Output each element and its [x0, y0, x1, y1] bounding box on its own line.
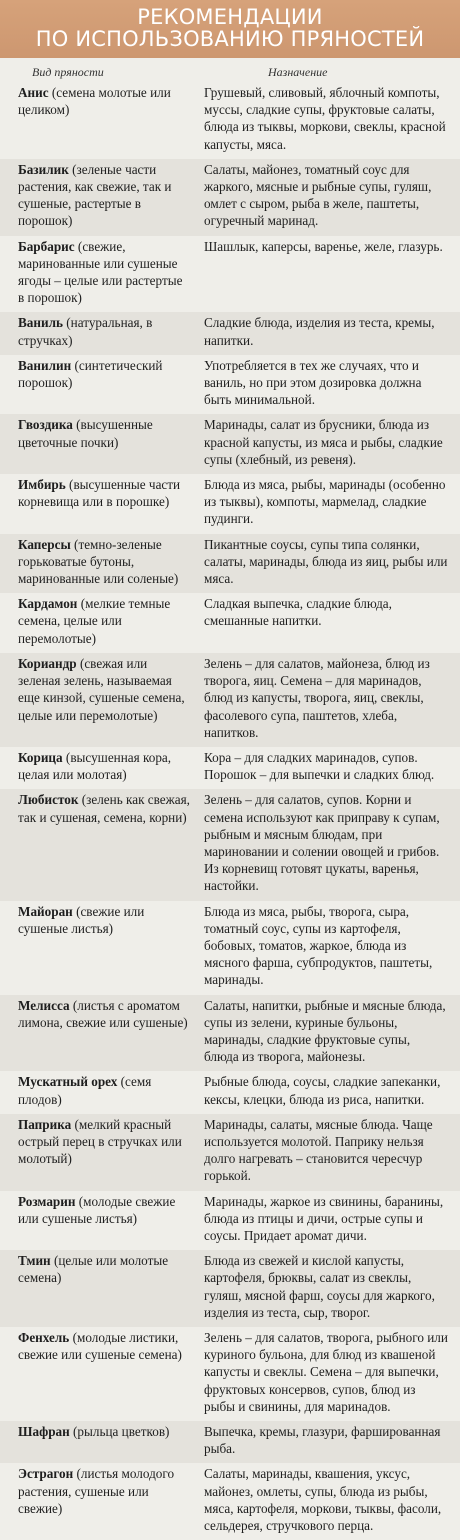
spice-cell	[0, 414, 194, 474]
spice-form: (семена молотые или целиком)	[18, 85, 171, 118]
spice-form: (высушенная кора, целая или молотая)	[18, 749, 172, 783]
table-row	[0, 159, 460, 236]
spice-purpose: Зелень – для салатов, майонеза, блюд из творога, яиц. Семена – для маринадов, блюд из капусты, творога, яиц, свеклы, фасолевого супа, паштетов, хлеба, напитков.	[204, 655, 430, 740]
spice-cell	[0, 1114, 194, 1191]
spice-cell	[0, 1250, 194, 1327]
spice-purpose: Сладкая выпечка, сладкие блюда, смешанные напитки.	[204, 596, 392, 629]
spice-cell	[0, 1463, 194, 1540]
table-row	[0, 236, 460, 313]
spice-purpose: Маринады, салат из брусники, блюда из красной капусты, из мяса и рыбы, сладкие супы (хлебный, из ревеня).	[204, 417, 443, 467]
spice-form: (молодые листики, свежие или сушеные семена)	[18, 1330, 182, 1363]
spice-purpose: Употребляется в тех же случаях, что и ваниль, но при этом дозировка должна быть минимальной.	[204, 357, 422, 408]
column-header-purpose: Назначение	[268, 65, 328, 79]
table-row	[0, 534, 460, 594]
spice-purpose: Салаты, майонез, томатный соус для жаркого, мясные и рыбные супы, гуляш, омлет с сыром, рыба в желе, паштеты, огуречный маринад.	[204, 161, 432, 229]
table-row	[0, 355, 460, 415]
spice-name: Ванилин	[18, 357, 72, 373]
table-row	[0, 312, 460, 354]
spice-name: Любисток	[18, 792, 79, 808]
spice-cell	[0, 789, 194, 900]
spice-purpose: Блюда из свежей и кислой капусты, картофеля, брюквы, салат из свеклы, гуляш, мясной фарш, соусы для жаркого, изделия из теста, сыр, творог.	[204, 1253, 435, 1320]
spice-form: (свежие, маринованные или сушеные ягоды – целые или растертые в порошок)	[18, 238, 183, 306]
table-row	[0, 593, 460, 653]
spice-name: Мускатный орех	[18, 1074, 118, 1090]
spice-form: (темно-зеленые горьковатые бутоны, маринованные или соленые)	[18, 536, 179, 587]
column-header-kind: Вид пряности	[32, 65, 104, 79]
spice-cell	[0, 593, 194, 653]
table-row	[0, 747, 460, 789]
spice-form: (свежие или сушеные листья)	[18, 903, 145, 936]
spice-name: Розмарин	[18, 1193, 76, 1209]
table-row	[0, 653, 460, 747]
table-row	[0, 82, 460, 159]
table-row	[0, 1463, 460, 1540]
table-row	[0, 414, 460, 474]
spice-purpose: Сладкие блюда, изделия из теста, кремы, напитки.	[204, 315, 435, 348]
spice-cell	[0, 82, 194, 159]
spice-purpose: Салаты, маринады, квашения, уксус, майонез, омлеты, супы, блюда из рыбы, мяса, картофеля, моркови, тыквы, фасоли, сельдерея, стручкового перца.	[204, 1466, 442, 1534]
spice-form: (высушенные части корневища или в порошке)	[18, 477, 181, 510]
spice-form: (натуральная, в стручках)	[18, 315, 153, 348]
title-banner	[0, 0, 460, 58]
spice-cell	[0, 1071, 194, 1113]
spice-form: (зеленые части растения, как свежие, так и сушеные, растертые в порошок)	[18, 161, 172, 229]
table-header	[0, 58, 460, 80]
spice-cell	[0, 901, 194, 995]
spice-name: Кориандр	[18, 655, 77, 671]
spice-purpose: Блюда из мяса, рыбы, творога, сыра, томатный соус, супы из картофеля, бобовых, томатов, жаркое, блюда из мясного фарша, субпродуктов, паштеты, маринады.	[204, 903, 433, 988]
spice-cell	[0, 995, 194, 1072]
spice-purpose: Маринады, салаты, мясные блюда. Чаще используется молотой. Паприку нельзя долго нагревать – становится чересчур горькой.	[204, 1116, 433, 1184]
spice-cell	[0, 1191, 194, 1251]
spice-form: (мелкий красный острый перец в стручках или молотый)	[18, 1116, 182, 1167]
spice-name: Паприка	[18, 1116, 72, 1132]
spice-form: (молодые свежие или сушеные листья)	[18, 1193, 176, 1226]
spice-purpose: Маринады, жаркое из свинины, баранины, блюда из птицы и дичи, острые супы и соусы. Придает аромат дичи.	[204, 1193, 444, 1243]
spice-name: Имбирь	[18, 477, 66, 493]
table-row	[0, 995, 460, 1072]
page-title-line-2: ПО ИСПОЛЬЗОВАНИЮ ПРЯНОСТЕЙ	[35, 27, 425, 51]
spice-name: Майоран	[18, 903, 73, 919]
spice-cell	[0, 747, 194, 789]
spice-name: Мелисса	[18, 997, 70, 1013]
spice-form: (свежая или зеленая зелень, называемая еще кинзой, сушеные семена, целые или перемолотые)	[18, 655, 185, 723]
table-row	[0, 1071, 460, 1113]
spice-purpose: Рыбные блюда, соусы, сладкие запеканки, кексы, клецки, блюда из риса, напитки.	[204, 1074, 441, 1107]
table-row	[0, 1250, 460, 1327]
spice-name: Барбарис	[18, 238, 75, 254]
spice-name: Тмин	[18, 1253, 51, 1269]
spice-cell	[0, 236, 194, 313]
spice-cell	[0, 653, 194, 747]
table-row	[0, 1114, 460, 1191]
spice-name: Кардамон	[18, 596, 78, 612]
spice-purpose: Пикантные соусы, супы типа солянки, салаты, маринады, блюда из яиц, рыбы или мяса.	[204, 536, 448, 587]
spice-name: Эстрагон	[18, 1466, 74, 1482]
spice-purpose: Зелень – для салатов, супов. Корни и семена используют как приправу к супам, рыбным и мясным блюдам, при мариновании и солении овощей и грибов. Из корневищ готовят цукаты, варенья, настойки.	[204, 792, 440, 894]
spice-form: (целые или молотые семена)	[18, 1253, 169, 1286]
spice-form: (листья молодого растения, сушеные или свежие)	[18, 1466, 175, 1516]
spice-form: (семя плодов)	[18, 1074, 152, 1107]
spice-cell	[0, 1421, 194, 1463]
spice-name: Ваниль	[18, 315, 63, 331]
table-row	[0, 1421, 460, 1463]
spice-form: (синтетический порошок)	[18, 357, 163, 391]
spice-cell	[0, 312, 194, 354]
spice-cell	[0, 355, 194, 415]
spice-name: Каперсы	[18, 536, 71, 552]
spice-name: Шафран	[18, 1424, 70, 1440]
spice-cell	[0, 534, 194, 594]
spice-cell	[0, 159, 194, 236]
table-row	[0, 1191, 460, 1251]
table-row	[0, 901, 460, 995]
spice-name: Корица	[18, 749, 63, 765]
spice-purpose: Кора – для сладких маринадов, супов. Порошок – для выпечки и сладких блюд.	[204, 749, 435, 783]
spice-form: (высушенные цветочные почки)	[18, 417, 153, 450]
page-title-line-1: РЕКОМЕНДАЦИИ	[137, 5, 323, 29]
spice-purpose: Выпечка, кремы, глазури, фаршированная рыба.	[204, 1424, 441, 1457]
table-row	[0, 474, 460, 534]
spice-form: (листья с ароматом лимона, свежие или сушеные)	[18, 997, 188, 1030]
table-row	[0, 789, 460, 900]
spice-cell	[0, 1327, 194, 1421]
spice-table	[0, 82, 460, 1540]
spice-purpose: Грушевый, сливовый, яблочный компоты, муссы, сладкие супы, фруктовые салаты, блюда из тыквы, моркови, свеклы, красной капусты, мяса.	[204, 85, 446, 152]
spice-purpose: Шашлык, каперсы, варенье, желе, глазурь.	[204, 238, 443, 254]
spice-form: (рыльца цветков)	[69, 1424, 170, 1440]
spice-purpose: Салаты, напитки, рыбные и мясные блюда, супы из зелени, куриные бульоны, маринады, сладкие фруктовые супы, блюда из творога, майонезы.	[204, 997, 446, 1065]
table-row	[0, 1327, 460, 1421]
spice-purpose: Блюда из мяса, рыбы, маринады (особенно из тыквы), компоты, мармелад, сладкие пудинги.	[204, 477, 446, 527]
spice-form: (зелень как свежая, так и сушеная, семена, корни)	[18, 792, 190, 825]
spice-purpose: Зелень – для салатов, творога, рыбного или куриного бульона, для блюд из квашеной капусты и свеклы. Семена – для выпечки, фруктовых консервов, супов, блюд из рыбы и свинины, для маринадов.	[204, 1330, 448, 1414]
spice-form: (мелкие темные семена, целые или перемолотые)	[18, 596, 171, 646]
spice-cell	[0, 474, 194, 534]
spice-name: Гвоздика	[18, 417, 73, 433]
spice-name: Анис	[18, 85, 49, 100]
spice-name: Фенхель	[18, 1330, 70, 1345]
spice-name: Базилик	[18, 161, 69, 177]
